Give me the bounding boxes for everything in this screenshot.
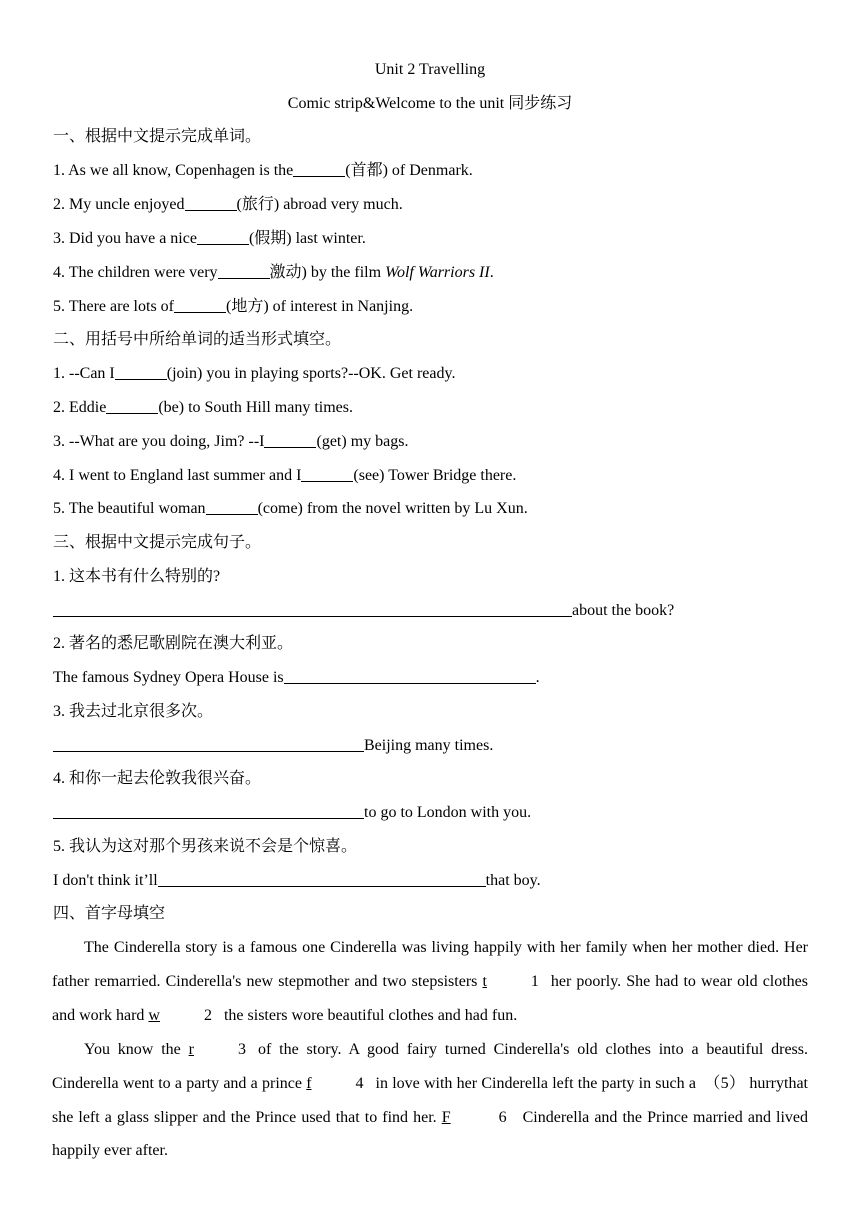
section-2-heading: 二、用括号中所给单词的适当形式填空。 (53, 331, 342, 348)
passage-text: in love with her Cinderella left the party in such a （5） hurrythat she left a glass slipper and the Prince used that to find her. (52, 1074, 809, 1126)
blank-letter: w (148, 1006, 160, 1024)
passage-text: of the story. A good fairy turned Cinderella's old clothes into a beautiful dress. Cinderella went to a party and a prince (52, 1041, 808, 1092)
blank-letter: t (482, 972, 487, 990)
page-subtitle: Comic strip&Welcome to the unit 同步练习 (287, 95, 573, 112)
question-1-3 (53, 228, 808, 250)
q-text: . (535, 669, 540, 686)
question-3-2-answer (53, 667, 808, 689)
question-2-1 (53, 363, 808, 385)
page-title: Unit 2 Travelling (374, 61, 486, 78)
answer-blank[interactable] (293, 160, 345, 177)
q-text: The famous Sydney Opera House is (53, 669, 284, 686)
section-1-heading: 一、根据中文提示完成单词。 (53, 128, 262, 145)
q-text: (假期) last winter. (248, 230, 366, 247)
q-text: (be) to South Hill many times. (158, 399, 353, 416)
q-text: 1. As we all know, Copenhagen is the (53, 162, 294, 179)
question-1-2 (53, 194, 808, 216)
question-2-2 (53, 397, 808, 419)
q-text: (join) you in playing sports?--OK. Get ready. (166, 365, 456, 382)
answer-blank[interactable] (197, 228, 249, 245)
q-text: 3. --What are you doing, Jim? --I (53, 433, 265, 450)
question-2-3 (53, 431, 808, 453)
passage-text: Cinderella and the Prince married and lived happily ever after. (52, 1108, 809, 1160)
answer-blank[interactable] (264, 431, 316, 448)
question-1-5 (53, 296, 808, 318)
q-text: 2. My uncle enjoyed (53, 196, 185, 213)
section-3-heading: 三、根据中文提示完成句子。 (53, 534, 262, 551)
blank-1[interactable] (482, 973, 550, 990)
blank-letter: f (306, 1074, 312, 1092)
question-3-1-chinese: 1. 这本书有什么特别的? (53, 568, 221, 585)
section-4-heading: 四、首字母填空 (53, 905, 166, 922)
question-1-1 (53, 160, 808, 182)
q-text: Beijing many times. (364, 737, 494, 754)
passage-paragraph-2 (52, 1033, 808, 1168)
blank-3[interactable] (189, 1041, 258, 1058)
blank-number: 4 (355, 1074, 364, 1092)
q-text: (旅行) abroad very much. (236, 196, 403, 213)
passage-paragraph-1 (52, 931, 808, 1032)
answer-line[interactable] (53, 735, 364, 752)
answer-blank[interactable] (206, 498, 258, 515)
film-title: Wolf Warriors II (385, 264, 490, 281)
blank-2[interactable] (148, 1007, 224, 1024)
q-text: (get) my bags. (316, 433, 409, 450)
answer-line[interactable] (53, 600, 572, 617)
question-3-1-answer (53, 600, 808, 622)
blank-number: 6 (498, 1108, 507, 1126)
q-text: 4. I went to England last summer and I (53, 467, 302, 484)
question-2-5 (53, 498, 808, 520)
q-text: 4. The children were very (53, 264, 218, 281)
answer-blank[interactable] (174, 296, 226, 313)
blank-4[interactable] (306, 1075, 375, 1092)
q-text: I don't think it’ll (53, 872, 158, 889)
passage-text: The Cinderella story is a famous one Cinderella was living happily with her family when her mother died. Her father remarried. Cinderella's new stepmother and two stepsisters (52, 939, 808, 990)
answer-line[interactable] (158, 870, 486, 887)
q-text: (come) from the novel written by Lu Xun. (257, 500, 528, 517)
q-text: 2. Eddie (53, 399, 107, 416)
question-1-4 (53, 262, 808, 284)
answer-blank[interactable] (218, 262, 270, 279)
blank-letter: r (188, 1041, 194, 1058)
passage-text: the sisters wore beautiful clothes and had fun. (223, 1006, 518, 1024)
blank-number: 1 (530, 972, 539, 990)
q-text: (地方) of interest in Nanjing. (226, 298, 414, 315)
q-text: 3. Did you have a nice (53, 230, 197, 247)
q-text: . (489, 264, 494, 281)
q-text: (see) Tower Bridge there. (353, 467, 517, 484)
passage-text: her poorly. She had to wear old clothes and work hard (52, 972, 809, 1024)
q-text: that boy. (485, 872, 541, 889)
answer-line[interactable] (284, 667, 536, 684)
q-text: 5. The beautiful woman (53, 500, 206, 517)
answer-blank[interactable] (185, 194, 237, 211)
q-text: to go to London with you. (364, 804, 532, 821)
answer-blank[interactable] (106, 397, 158, 414)
q-text: about the book? (572, 602, 675, 619)
question-3-5-chinese: 5. 我认为这对那个男孩来说不会是个惊喜。 (53, 838, 358, 855)
q-text: (首都) of Denmark. (345, 162, 473, 179)
question-3-3-chinese: 3. 我去过北京很多次。 (53, 703, 214, 720)
question-3-4-answer (53, 802, 808, 824)
question-3-5-answer (53, 870, 808, 892)
blank-number: 2 (203, 1006, 212, 1024)
blank-letter: F (441, 1108, 451, 1126)
q-text: 1. --Can I (53, 365, 115, 382)
q-text: 激动) by the film (269, 264, 386, 281)
blank-6[interactable] (442, 1109, 523, 1126)
question-2-4 (53, 465, 808, 487)
question-3-4-chinese: 4. 和你一起去伦敦我很兴奋。 (53, 770, 262, 787)
passage-text: You know the (84, 1041, 189, 1058)
blank-number: 3 (237, 1041, 246, 1058)
q-text: 5. There are lots of (53, 298, 174, 315)
answer-line[interactable] (53, 802, 364, 819)
question-3-3-answer (53, 735, 808, 757)
answer-blank[interactable] (301, 465, 353, 482)
question-3-2-chinese: 2. 著名的悉尼歌剧院在澳大利亚。 (53, 635, 294, 652)
answer-blank[interactable] (115, 363, 167, 380)
